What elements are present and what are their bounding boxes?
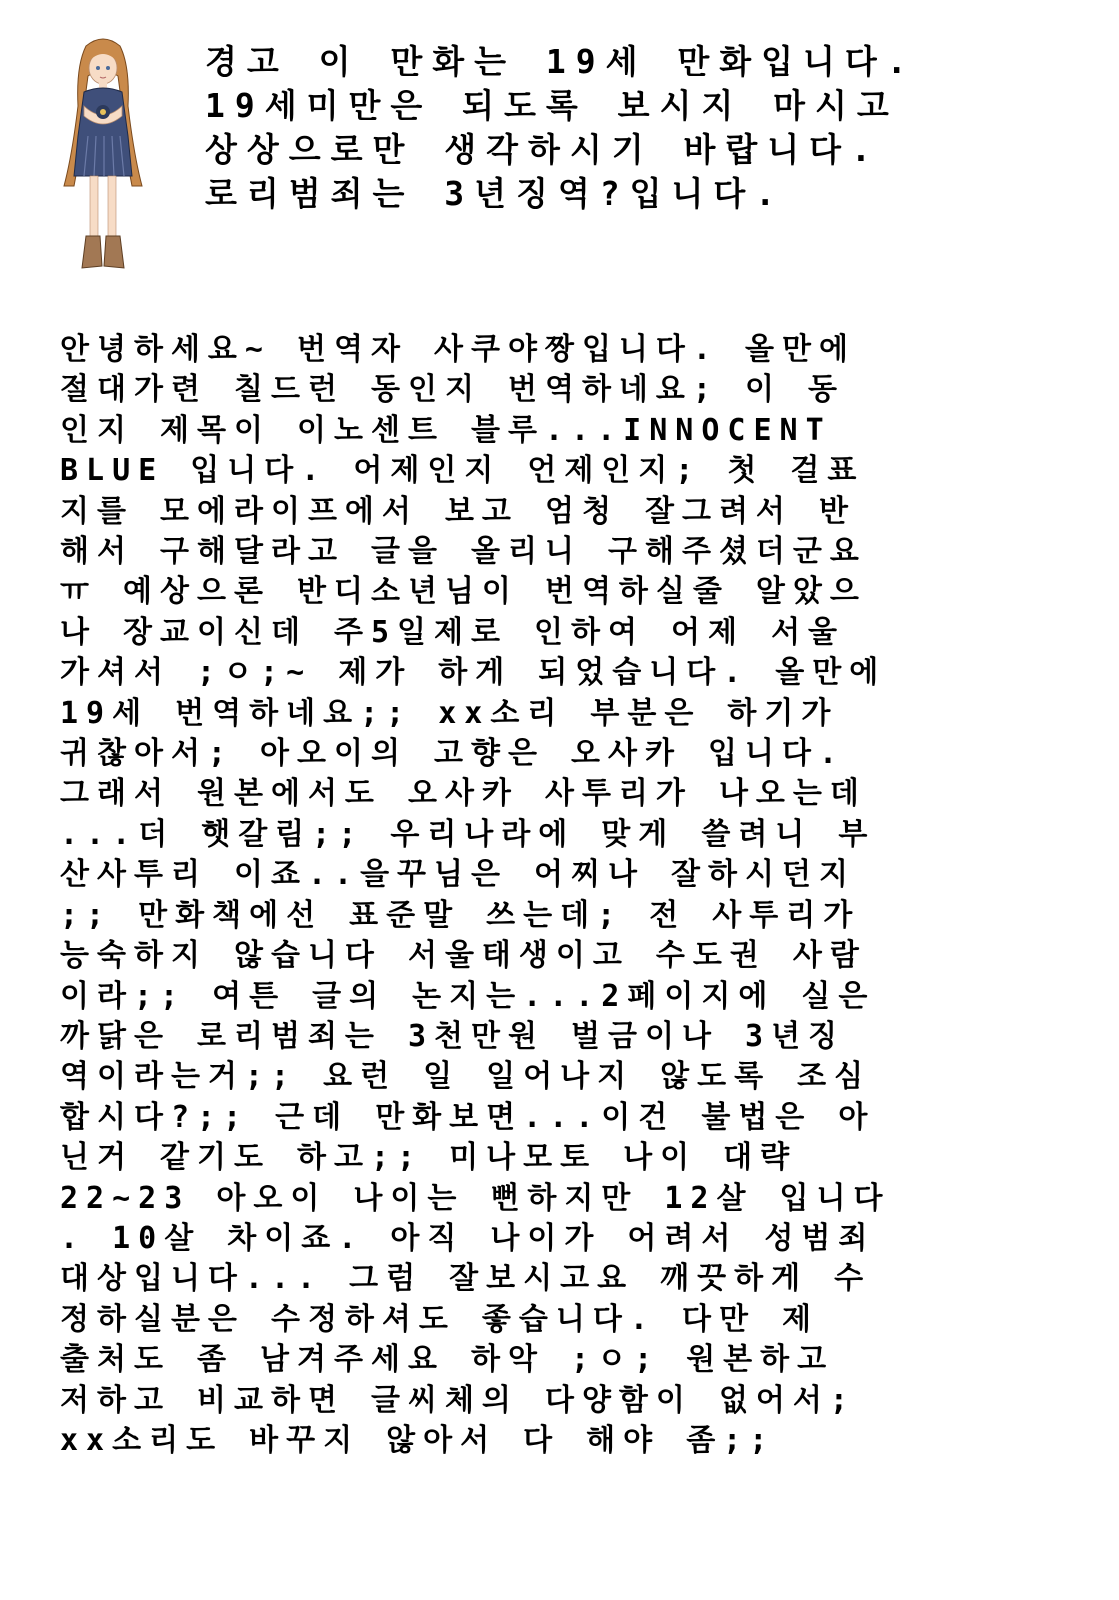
warning-line: 상상으로만 생각하시기 바랍니다. — [205, 130, 881, 169]
note-line: 안녕하세요~ 번역자 사쿠야짱입니다. 올만에 — [60, 332, 856, 367]
note-line: 지를 모에라이프에서 보고 엄청 잘그려서 반 — [60, 493, 856, 529]
note-line: 해서 구해달라고 글을 올리니 구해주셨더군요 — [60, 534, 867, 570]
warning-line: 경고 이 만화는 19세 만화입니다. — [205, 42, 917, 81]
note-line: ;; 만화책에선 표준말 쓰는데; 전 사투리가 — [60, 897, 861, 933]
note-line: 출처도 좀 남겨주세요 하악 ;ㅇ; 원본하고 — [60, 1342, 835, 1378]
warning-line: 로리범죄는 3년징역?입니다. — [205, 174, 786, 213]
note-line: xx소리도 바꾸지 않아서 다 해야 좀;; — [60, 1422, 776, 1458]
note-line: 역이라는거;; 요런 일 일어나지 않도록 조심 — [60, 1059, 872, 1095]
note-line: 까닭은 로리범죄는 3천만원 벌금이나 3년징 — [60, 1018, 846, 1054]
translator-note — [60, 330, 1080, 1461]
note-line: 가셔서 ;ㅇ;~ 제가 하게 되었습니다. 올만에 — [60, 655, 887, 691]
note-line: BLUE 입니다. 어제인지 언제인지; 첫 걸표 — [60, 453, 865, 489]
note-line: 귀찮아서; 아오이의 고향은 오사카 입니다. — [60, 736, 846, 772]
note-line: 그래서 원본에서도 오사카 사투리가 나오는데 — [60, 776, 867, 812]
note-line: 대상입니다... 그럼 잘보시고요 깨끗하게 수 — [60, 1261, 872, 1297]
note-line: 정하실분은 수정하셔도 좋습니다. 다만 제 — [60, 1301, 819, 1337]
note-line: 산사투리 이죠..을꾸님은 어찌나 잘하시던지 — [60, 857, 856, 893]
note-line: 합시다?;; 근데 만화보면...이건 불법은 아 — [60, 1099, 876, 1135]
note-line: 절대가련 칠드런 동인지 번역하네요; 이 동 — [60, 372, 846, 408]
note-line: 19세 번역하네요;; xx소리 부분은 하기가 — [60, 695, 839, 731]
anime-girl-illustration — [48, 36, 158, 276]
note-line: 닌거 같기도 하고;; 미나모토 나이 대략 — [60, 1140, 798, 1176]
note-line: 인지 제목이 이노센트 블루...INNOCENT — [60, 412, 832, 448]
note-line: 저하고 비교하면 글씨체의 다양함이 없어서; — [60, 1382, 856, 1418]
note-line: 22~23 아오이 나이는 뻔하지만 12살 입니다 — [60, 1180, 891, 1216]
note-line: ...더 햇갈림;; 우리나라에 맞게 쓸려니 부 — [60, 816, 876, 852]
warning-line: 19세미만은 되도록 보시지 마시고 — [205, 86, 899, 125]
note-line: 나 장교이신데 주5일제로 인하여 어제 서울 — [60, 614, 846, 650]
note-line: 능숙하지 않습니다 서울태생이고 수도권 사람 — [60, 938, 867, 974]
note-line: . 10살 차이죠. 아직 나이가 어려서 성범죄 — [60, 1220, 876, 1256]
warning-notice — [205, 40, 917, 216]
note-line: ㅠ 예상으론 반디소년님이 번역하실줄 알았으 — [60, 574, 867, 610]
note-line: 이라;; 여튼 글의 논지는...2페이지에 실은 — [60, 978, 876, 1014]
